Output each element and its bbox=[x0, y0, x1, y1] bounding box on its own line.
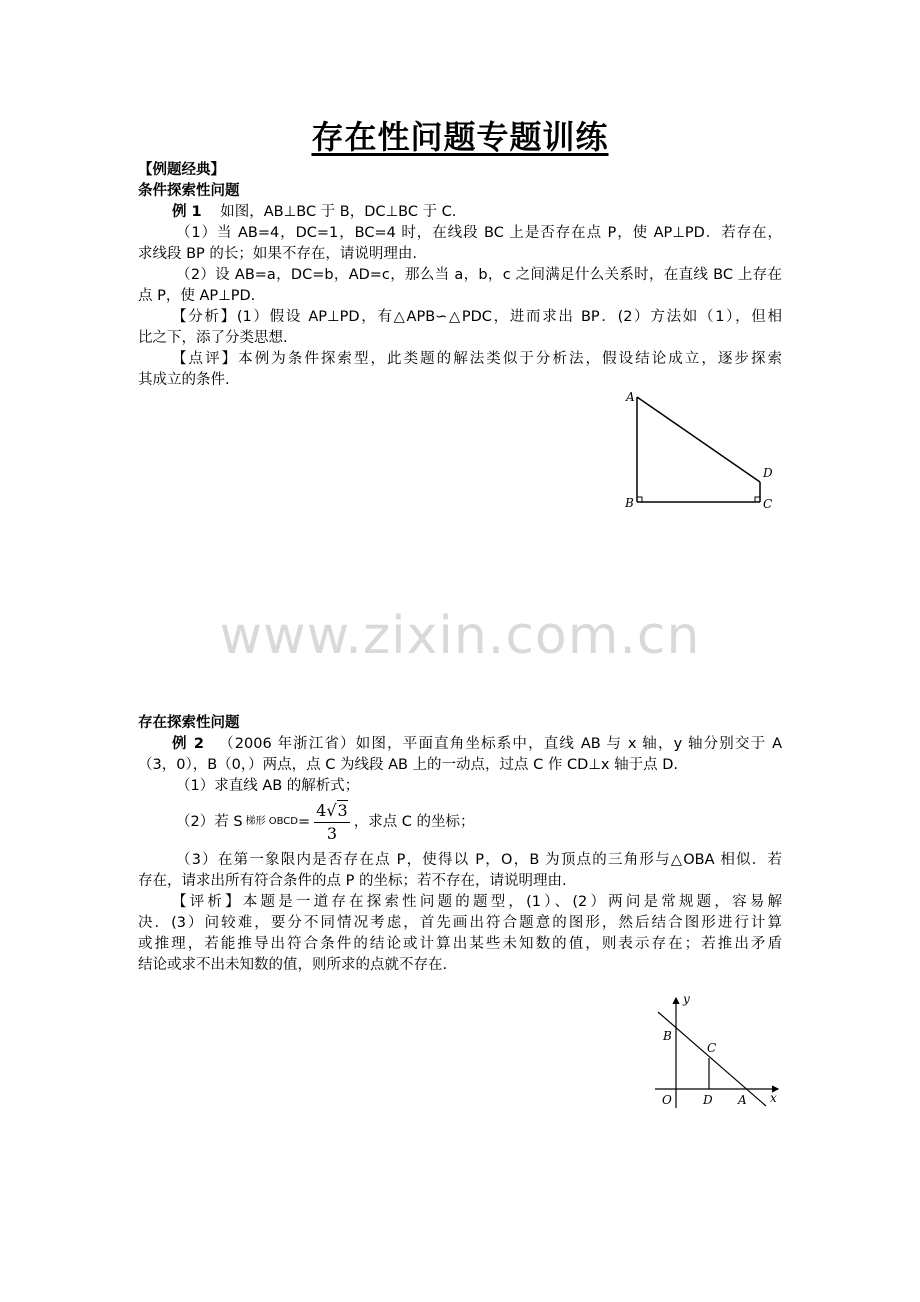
q2-suffix: ，求点 C 的坐标； bbox=[353, 814, 475, 830]
example1-q2-line2: 点 P，使 AP⊥PD. bbox=[138, 288, 256, 304]
q2-subscript: 梯形 OBCD bbox=[245, 816, 298, 827]
fraction-numerator: 4√3 bbox=[314, 801, 350, 823]
example2-q2 bbox=[176, 800, 475, 844]
part1-heading: 条件探索性问题 bbox=[138, 183, 240, 199]
label-b-2: B bbox=[663, 1029, 672, 1043]
watermark: www.zixin.com.cn bbox=[219, 606, 701, 666]
example1-analysis-line2: 比之下，添了分类思想. bbox=[138, 330, 288, 346]
example1-label: 例 1 bbox=[172, 204, 202, 220]
line-ab bbox=[658, 1012, 766, 1106]
label-d: D bbox=[763, 466, 773, 480]
page-title: 存在性问题专题训练 bbox=[311, 118, 609, 156]
example1-text: 如图，AB⊥BC 于 B，DC⊥BC 于 C. bbox=[220, 204, 457, 220]
label-x: x bbox=[770, 1091, 777, 1105]
label-o: O bbox=[662, 1093, 672, 1107]
example2-q3-line2: 存在，请求出所有符合条件的点 P 的坐标；若不存在，请说明理由. bbox=[138, 873, 567, 889]
part2-heading: 存在探索性问题 bbox=[138, 715, 240, 731]
label-c: C bbox=[763, 497, 773, 511]
fraction-denominator: 3 bbox=[326, 823, 337, 843]
q2-fraction bbox=[314, 801, 350, 844]
example1-intro bbox=[172, 202, 456, 222]
trapezoid-figure bbox=[615, 385, 785, 515]
numerator-radicand: 3 bbox=[337, 800, 348, 820]
coordinate-figure bbox=[650, 990, 790, 1115]
example2-text-line1: （2006 年浙江省）如图，平面直角坐标系中，直线 AB 与 x 轴，y 轴分别交于 A bbox=[217, 736, 782, 752]
example1-comment-line2: 其成立的条件. bbox=[138, 372, 230, 388]
numerator-coefficient: 4 bbox=[316, 800, 327, 820]
label-d-2: D bbox=[703, 1093, 713, 1107]
example1-q1-line1: （1）当 AB=4，DC=1，BC=4 时，在线段 BC 上是否存在点 P，使 AP⊥PD．若存在， bbox=[176, 225, 782, 241]
label-a: A bbox=[626, 390, 635, 404]
q2-prefix: （2）若 S bbox=[176, 814, 243, 830]
example2-intro-line1 bbox=[172, 734, 782, 754]
example2-intro-line2: （3，0），B（0，）两点，点 C 为线段 AB 上的一动点，过点 C 作 CD⊥x 轴于点 D. bbox=[138, 757, 678, 773]
q2-equals: = bbox=[297, 814, 311, 830]
example1-comment-line1: 【点评】本例为条件探索型，此类题的解法类似于分析法，假设结论成立，逐步探索 bbox=[172, 351, 782, 367]
label-a-2: A bbox=[738, 1093, 747, 1107]
example1-q2-line1: （2）设 AB=a，DC=b，AD=c，那么当 a，b，c 之间满足什么关系时，在直线 BC 上存在 bbox=[176, 267, 782, 283]
example2-review-line1: 【评析】本题是一道存在探索性问题的题型，(1）、(2）两问是常规题，容易解 bbox=[172, 894, 782, 910]
section-header: 【例题经典】 bbox=[138, 162, 225, 178]
example2-review-line2: 决．(3）问较难，要分不同情况考虑，首先画出符合题意的图形，然后结合图形进行计算 bbox=[138, 915, 782, 931]
example1-q1-line2: 求线段 BP 的长；如果不存在，请说明理由. bbox=[138, 246, 418, 262]
label-b: B bbox=[625, 496, 634, 510]
example1-analysis-line1: 【分析】(1）假设 AP⊥PD，有△APB∽△PDC，进而求出 BP．(2）方法如（1），但相 bbox=[172, 309, 782, 325]
example2-review-line3: 或推理，若能推导出符合条件的结论或计算出某些未知数的值，则表示存在；若推出矛盾 bbox=[138, 936, 782, 952]
label-y: y bbox=[683, 992, 690, 1006]
example2-q1: （1）求直线 AB 的解析式； bbox=[176, 778, 360, 794]
label-c-2: C bbox=[707, 1041, 717, 1055]
example2-label: 例 2 bbox=[172, 736, 204, 752]
segment-ad bbox=[637, 397, 760, 482]
example2-q3-line1: （3）在第一象限内是否存在点 P，使得以 P，O，B 为顶点的三角形与△OBA 相似．若 bbox=[176, 852, 782, 868]
example2-review-line4: 结论或求不出未知数的值，则所求的点就不存在. bbox=[138, 957, 448, 973]
